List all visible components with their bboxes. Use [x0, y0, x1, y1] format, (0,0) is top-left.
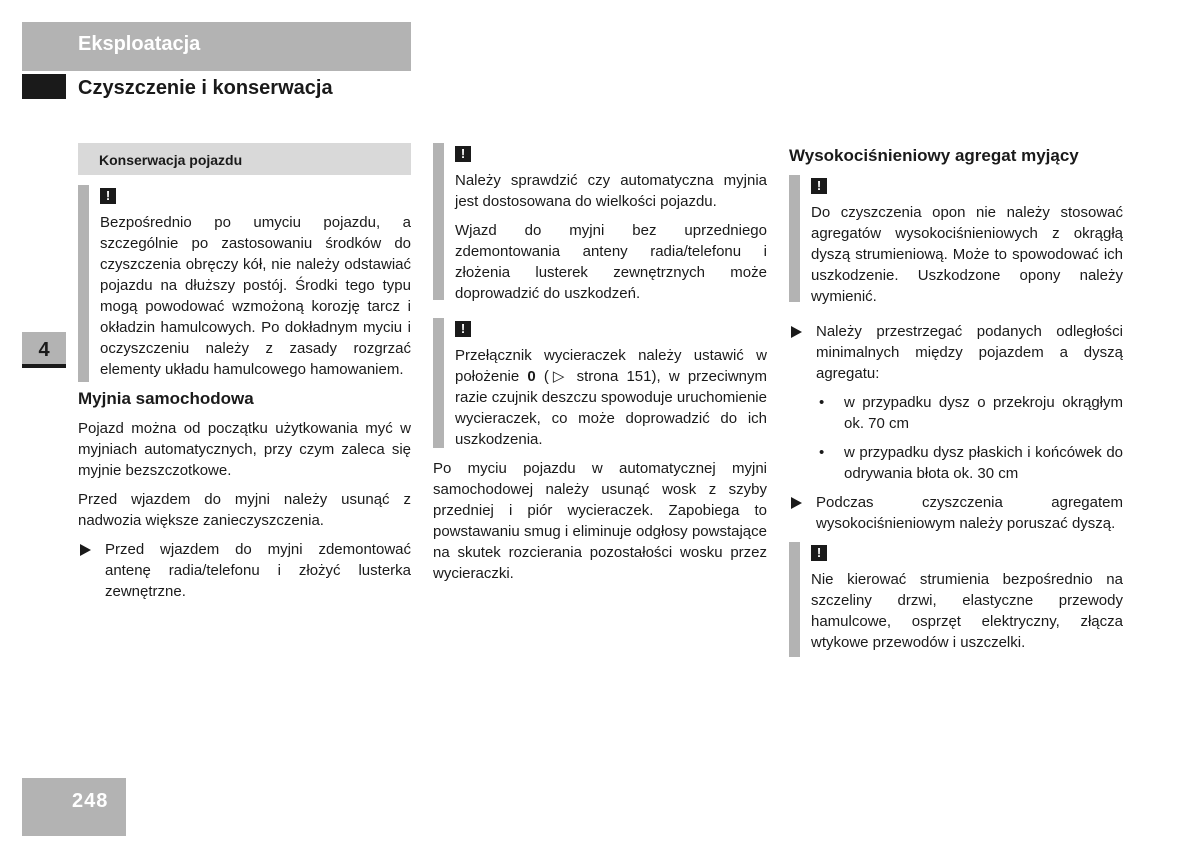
warning-icon: ! — [455, 146, 471, 162]
warning-block — [78, 185, 411, 380]
list-item — [789, 392, 1123, 434]
arrow-right-icon — [791, 326, 802, 338]
page-number-box — [22, 778, 126, 836]
list-item-text: w przypadku dysz o przekroju okrągłym ok. 70 cm — [844, 394, 1123, 432]
warning-text-part: (▷ strona 151), w przeciwnym razie czujnik deszczu spowoduje uruchomienie wycieraczek, co może doprowadzić do ich uszkodzenia. — [455, 368, 767, 448]
chapter-number: 4 — [38, 339, 50, 361]
warning-text: Wjazd do myjni bez uprzedniego zdemontowania anteny radia/telefonu i złożenia lusterek zewnętrznych może doprowadzić do uszkodzeń. — [455, 222, 767, 302]
list-item-text: w przypadku dysz płaskich i końcówek do odrywania błota ok. 30 cm — [844, 444, 1123, 482]
page-subtitle: Czyszczenie i konserwacja — [78, 77, 333, 99]
page-section-title: Eksploatacja — [78, 33, 201, 55]
chapter-tab — [22, 332, 66, 368]
subheader-marker — [22, 74, 66, 99]
section-heading: Wysokociśnieniowy agregat myjący — [789, 146, 1079, 165]
paragraph: Przed wjazdem do myjni należy usunąć z nadwozia większe zanieczyszczenia. — [78, 491, 411, 529]
instruction-step — [789, 321, 1123, 384]
warning-block — [433, 143, 767, 304]
instruction-step — [789, 492, 1123, 534]
bullet-icon: • — [819, 394, 825, 411]
warning-text — [455, 345, 767, 450]
step-text: Należy przestrzegać podanych odległości minimalnych między pojazdem a dyszą agregatu: — [816, 323, 1123, 382]
warning-bar — [789, 175, 800, 302]
warning-text: Nie kierować strumienia bezpośrednio na szczeliny drzwi, elastyczne przewody hamulcowe, osprzęt elektryczny, złącza wtykowe przewodów i uszczelki. — [811, 571, 1123, 651]
warning-bar — [433, 143, 444, 300]
section-bar: Konserwacja pojazdu — [78, 143, 411, 175]
section-heading: Myjnia samochodowa — [78, 389, 254, 408]
warning-icon: ! — [811, 545, 827, 561]
bullet-icon: • — [819, 444, 825, 461]
warning-bar — [433, 318, 444, 448]
list-item — [789, 442, 1123, 484]
step-text: Podczas czyszczenia agregatem wysokociśnieniowym należy poruszać dyszą. — [816, 494, 1123, 532]
column-2 — [433, 143, 767, 592]
warning-icon: ! — [100, 188, 116, 204]
warning-bar — [78, 185, 89, 382]
column-1 — [78, 143, 411, 610]
warning-block — [789, 542, 1123, 653]
column-3 — [789, 141, 1123, 661]
warning-bar — [789, 542, 800, 657]
instruction-step — [78, 539, 411, 602]
warning-icon: ! — [811, 178, 827, 194]
paragraph: Pojazd można od początku użytkowania myć w myjniach automatycznych, przy czym zaleca się myjnie bezszczotkowe. — [78, 420, 411, 479]
arrow-right-icon — [80, 544, 91, 556]
arrow-right-icon — [791, 497, 802, 509]
warning-block — [789, 175, 1123, 307]
warning-text: Do czyszczenia opon nie należy stosować agregatów wysokociśnieniowych z okrągłą dyszą strumieniową. Może to spowodować ich uszkodzenie. Uszkodzone opony należy wymienić. — [811, 204, 1123, 305]
switch-position: 0 — [527, 368, 536, 385]
warning-text: Bezpośrednio po umyciu pojazdu, a szczególnie po zastosowaniu środków do czyszczenia obręczy kół, nie należy odstawiać pojazdu na dłuższy postój. Środki tego typu mogą powodować wzmożoną korozję tarcz i okładzin hamulcowych. Po dokładnym myciu i oczyszczeniu należy z zasady rozgrzać elementy układu hamulcowego hamowaniem. — [100, 214, 411, 378]
step-text: Przed wjazdem do myjni zdemontować antenę radia/telefonu i złożyć lusterka zewnętrzne. — [105, 541, 411, 600]
warning-text: Należy sprawdzić czy automatyczna myjnia jest dostosowana do wielkości pojazdu. — [455, 172, 767, 210]
paragraph: Po myciu pojazdu w automatycznej myjni samochodowej należy usunąć wosk z szyby przedniej i piór wycieraczek. Zapobiega to powstawaniu smug i eliminuje odgłosy powstające na skutek rozcierania pozostałości wosku przez wycieraczki. — [433, 460, 767, 582]
page-number: 248 — [72, 790, 109, 812]
warning-icon: ! — [455, 321, 471, 337]
warning-text-part: Przełącznik wycieraczek należy ustawić w położenie — [455, 347, 767, 385]
warning-block — [433, 318, 767, 450]
